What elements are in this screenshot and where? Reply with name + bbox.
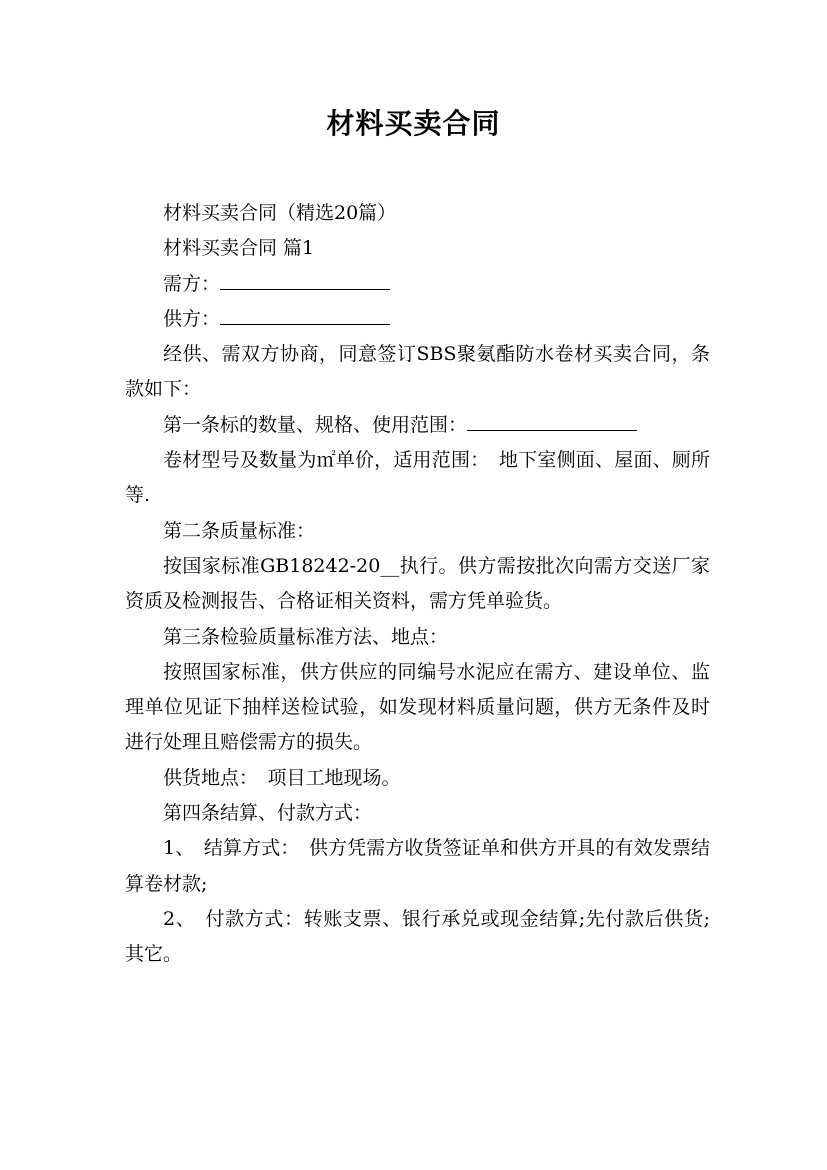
article-1-blank-line: [467, 410, 637, 431]
paragraph-quality-standard: 按国家标准GB18242-20__执行。供方需按批次向需方交送厂家资质及检测报告、合格证相关资料，需方凭单验货。: [125, 554, 710, 613]
supplier-label: 供方：: [163, 307, 221, 330]
document-body: [125, 196, 710, 973]
paragraph-delivery-location: 供货地点： 项目工地现场。: [163, 766, 401, 789]
supplier-blank-line: [220, 304, 390, 325]
paragraph-payment-method: 2、 付款方式：转账支票、银行承兑或现金结算;先付款后供货;其它。: [125, 907, 710, 966]
paragraph-intro: 经供、需双方协商，同意签订SBS聚氨酯防水卷材买卖合同，条款如下：: [125, 343, 710, 401]
document-title: 材料买卖合同: [326, 107, 501, 140]
paragraph-settlement-method: 1、 结算方式： 供方凭需方收货签证单和供方开具的有效发票结算卷材款;: [125, 837, 710, 895]
paragraph-article-1: [125, 408, 710, 443]
paragraph-inspection: 按照国家标准，供方供应的同编号水泥应在需方、建设单位、监理单位见证下抽样送检试验，如发现材料质量问题，供方无条件及时进行处理且赔偿需方的损失。: [125, 660, 710, 754]
paragraph-section-heading: 材料买卖合同 篇1: [163, 237, 315, 260]
paragraph-article-3: 第三条检验质量标准方法、地点：: [163, 625, 449, 648]
paragraph-buyer: [125, 267, 710, 302]
paragraph-article-2: 第二条质量标准：: [163, 519, 316, 542]
paragraph-subtitle: 材料买卖合同（精选20篇）: [163, 202, 397, 224]
paragraph-material-spec: 卷材型号及数量为㎡单价，适用范围： 地下室侧面、屋面、厕所等.: [125, 449, 710, 507]
article-1-label: 第一条标的数量、规格、使用范围：: [163, 413, 468, 436]
buyer-label: 需方：: [163, 272, 221, 295]
buyer-blank-line: [220, 269, 390, 290]
paragraph-supplier: [125, 302, 710, 337]
paragraph-article-4: 第四条结算、付款方式：: [163, 802, 373, 825]
